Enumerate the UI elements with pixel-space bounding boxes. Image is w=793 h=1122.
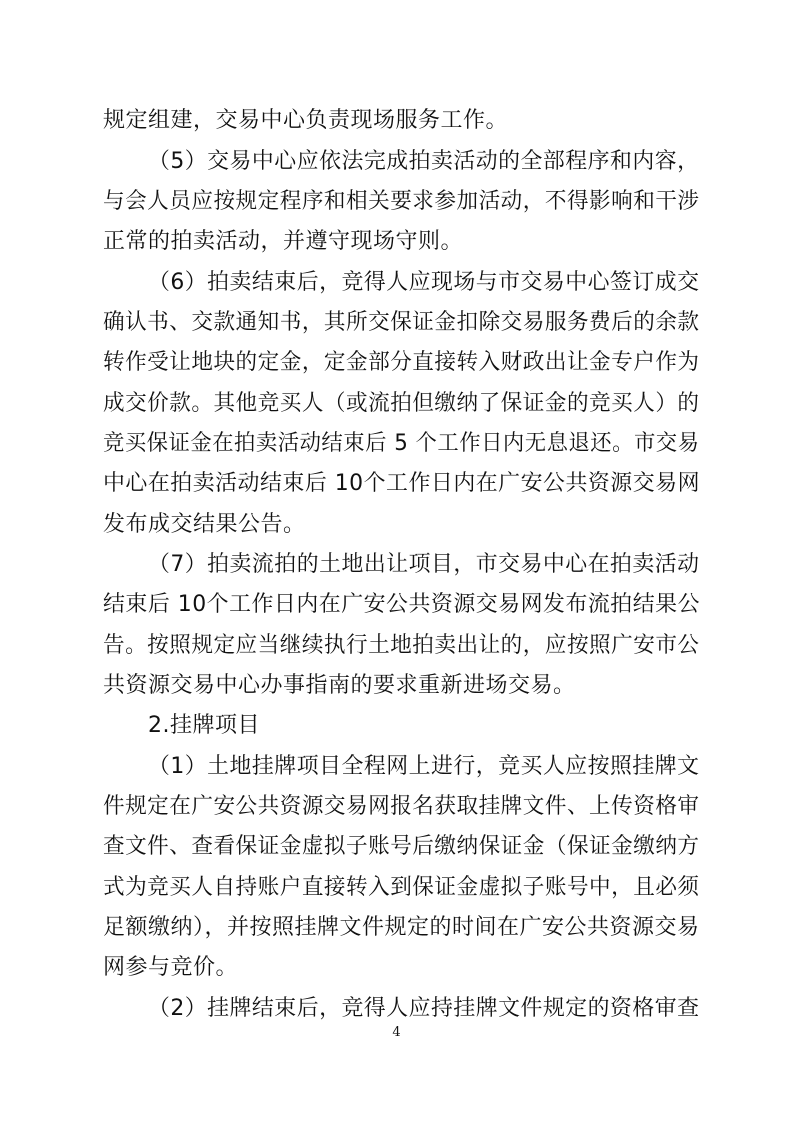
text-line: （7）拍卖流拍的土地出让项目，市交易中心在拍卖活动 <box>148 552 700 577</box>
text-line: 竞买保证金在拍卖活动结束后 5 个工作日内无息退还。市交易 <box>103 431 700 456</box>
text-line: 网参与竞价。 <box>103 955 239 980</box>
text-line: 与会人员应按规定程序和相关要求参加活动，不得影响和干涉 <box>103 189 700 214</box>
page-number: 4 <box>392 1025 401 1040</box>
text-line: （6）拍卖结束后，竞得人应现场与市交易中心签订成交 <box>148 270 700 295</box>
text-line: 件规定在广安公共资源交易网报名获取挂牌文件、上传资格审 <box>103 794 700 819</box>
text-line: 中心在拍卖活动结束后 10个工作日内在广安公共资源交易网 <box>103 471 701 496</box>
section-heading: 2.挂牌项目 <box>148 713 260 738</box>
text-line: 告。按照规定应当继续执行土地拍卖出让的，应按照广安市公 <box>103 633 700 658</box>
text-line: 规定组建，交易中心负责现场服务工作。 <box>103 108 509 133</box>
text-line: 发布成交结果公告。 <box>103 512 306 537</box>
text-line: 足额缴纳），并按照挂牌文件规定的时间在广安公共资源交易 <box>103 915 700 940</box>
text-line: 正常的拍卖活动，并遵守现场守则。 <box>103 229 464 254</box>
text-line: 查文件、查看保证金虚拟子账号后缴纳保证金（保证金缴纳方 <box>103 834 700 859</box>
text-line: （1）土地挂牌项目全程网上进行，竞买人应按照挂牌文 <box>148 754 700 779</box>
text-line: 确认书、交款通知书，其所交保证金扣除交易服务费后的余款 <box>103 310 700 335</box>
text-line: （5）交易中心应依法完成拍卖活动的全部程序和内容， <box>148 149 700 174</box>
text-line: 结束后 10个工作日内在广安公共资源交易网发布流拍结果公 <box>103 592 701 617</box>
text-line: 转作受让地块的定金，定金部分直接转入财政出让金专户作为 <box>103 350 700 375</box>
text-line: 成交价款。其他竞买人（或流拍但缴纳了保证金的竞买人）的 <box>103 391 700 416</box>
text-line: 式为竞买人自持账户直接转入到保证金虚拟子账号中，且必须 <box>103 875 700 900</box>
text-line: 共资源交易中心办事指南的要求重新进场交易。 <box>103 673 576 698</box>
text-line: （2）挂牌结束后，竞得人应持挂牌文件规定的资格审查 <box>148 996 700 1021</box>
